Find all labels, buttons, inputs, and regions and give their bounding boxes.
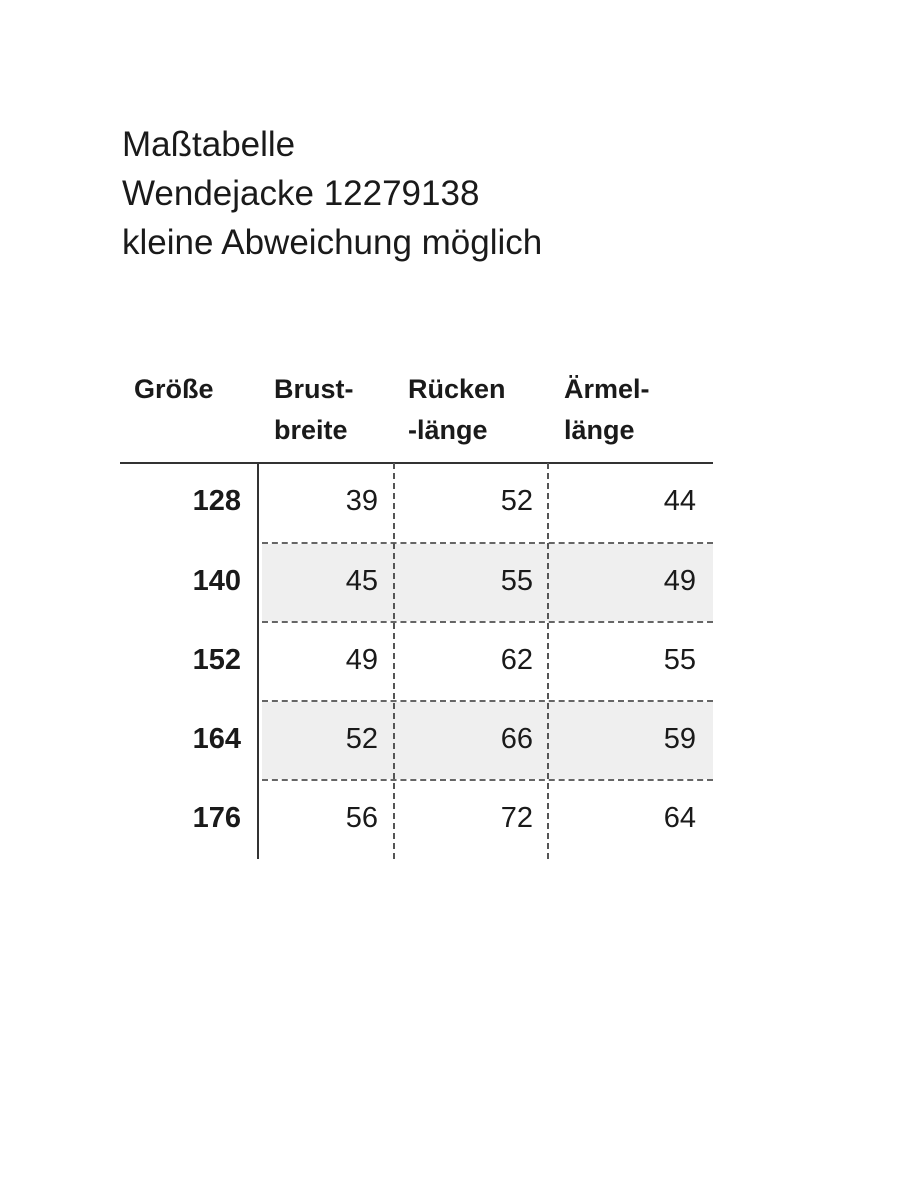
note-text: kleine Abweichung möglich [122, 223, 543, 262]
brustbreite-value: 45 [345, 565, 378, 597]
table-row [120, 622, 713, 701]
table-row [120, 780, 713, 859]
row-divider [262, 542, 713, 544]
row-divider [262, 779, 713, 781]
brustbreite-value: 56 [345, 802, 378, 834]
document-title [122, 120, 542, 267]
brustbreite-value: 52 [345, 723, 378, 755]
rueckenlaenge-value: 52 [500, 485, 533, 517]
aermellaenge-value: 64 [663, 802, 696, 834]
rueckenlaenge-value: 72 [500, 802, 533, 834]
table-row [120, 701, 713, 780]
rueckenlaenge-value: 55 [500, 565, 533, 597]
size-value: 128 [192, 485, 241, 517]
size-value: 152 [192, 644, 241, 676]
header-brustbreite [274, 369, 354, 451]
size-value: 176 [192, 802, 241, 834]
header-rueckenlaenge-line2: -länge [408, 415, 488, 445]
rueckenlaenge-value: 66 [500, 723, 533, 755]
aermellaenge-value: 55 [663, 644, 696, 676]
aermellaenge-value: 59 [663, 723, 696, 755]
product-name: Wendejacke 12279138 [122, 174, 480, 213]
header-aermellaenge-line2: länge [564, 415, 635, 445]
title-line-1: Maßtabelle [122, 125, 296, 164]
size-table [120, 363, 713, 834]
header-rueckenlaenge-line1: Rücken [408, 374, 506, 404]
header-brustbreite-line1: Brust- [274, 374, 354, 404]
header-rule [120, 462, 713, 464]
size-value: 140 [192, 565, 241, 597]
table-row [120, 463, 713, 542]
header-aermellaenge-line1: Ärmel- [564, 374, 650, 404]
column-divider [393, 463, 395, 859]
header-groesse-label: Größe [134, 374, 214, 404]
size-column-divider [257, 463, 259, 859]
aermellaenge-value: 49 [663, 565, 696, 597]
table-row [120, 543, 713, 622]
header-groesse [134, 369, 214, 410]
header-brustbreite-line2: breite [274, 415, 348, 445]
table-header [120, 363, 713, 463]
row-divider [262, 700, 713, 702]
brustbreite-value: 49 [345, 644, 378, 676]
size-value: 164 [192, 723, 241, 755]
brustbreite-value: 39 [345, 485, 378, 517]
rueckenlaenge-value: 62 [500, 644, 533, 676]
aermellaenge-value: 44 [663, 485, 696, 517]
column-divider [547, 463, 549, 859]
header-aermellaenge [564, 369, 650, 451]
header-rueckenlaenge [408, 369, 506, 451]
row-divider [262, 621, 713, 623]
